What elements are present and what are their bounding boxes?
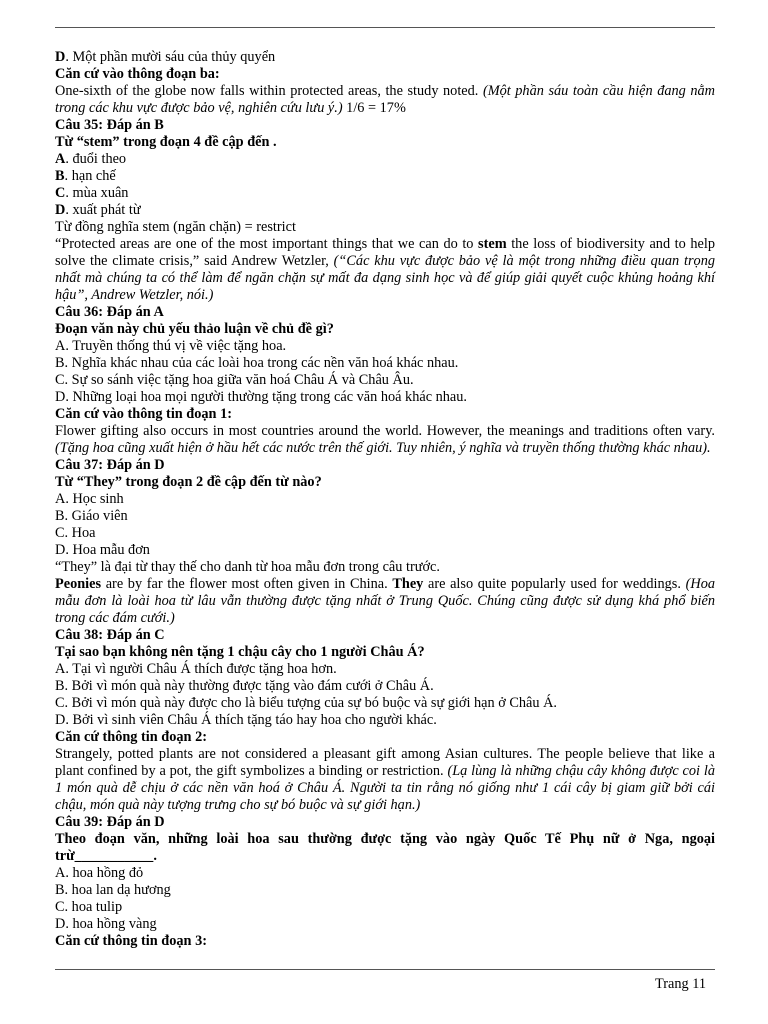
bold-text: C: [55, 185, 66, 201]
bold-text: B: [55, 168, 65, 184]
text-segment: A. Tại vì người Châu Á thích được tặng hoa hơn.: [55, 661, 337, 677]
text-line: [55, 882, 715, 899]
bold-text: Câu 38: Đáp án C: [55, 627, 165, 643]
paragraph: [55, 423, 715, 457]
bold-text: Căn cứ vào thông tin đoạn 1:: [55, 406, 232, 422]
text-segment: D. Những loại hoa mọi người thường tặng trong các văn hoá khác nhau.: [55, 389, 467, 405]
bold-text: Căn cứ thông tin đoạn 3:: [55, 933, 207, 949]
text-line: [55, 525, 715, 542]
text-line: [55, 814, 715, 831]
text-line: [55, 372, 715, 389]
text-line: [55, 678, 715, 695]
text-segment: . đuổi theo: [65, 151, 127, 167]
bold-text: Căn cứ vào thông đoạn ba:: [55, 66, 220, 82]
text-line: [55, 559, 715, 576]
text-line: [55, 321, 715, 338]
page-number: Trang 11: [655, 976, 706, 992]
text-segment: B. Giáo viên: [55, 508, 128, 524]
text-line: [55, 729, 715, 746]
text-line: [55, 304, 715, 321]
text-line: [55, 508, 715, 525]
text-line: [55, 865, 715, 882]
text-segment: A. hoa hồng đỏ: [55, 865, 144, 881]
text-segment: are by far the flower most often given in China.: [101, 576, 393, 592]
bold-text: They: [392, 576, 424, 592]
text-line: [55, 66, 715, 83]
italic-translation: (Tặng hoa cũng xuất hiện ở hầu hết các nước trên thế giới. Tuy nhiên, ý nghĩa và truyền thống thường khác nhau).: [55, 440, 711, 456]
text-line: [55, 899, 715, 916]
text-segment: . Một phần mười sáu của thủy quyển: [65, 49, 276, 65]
text-segment: are also quite popularly used for weddings.: [423, 576, 686, 592]
text-segment: Từ đồng nghĩa stem (ngăn chặn) = restrict: [55, 219, 296, 235]
text-line: [55, 916, 715, 933]
paragraph: [55, 576, 715, 627]
text-segment: 1/6 = 17%: [342, 100, 406, 116]
text-segment: B. Bởi vì món quà này thường được tặng vào đám cưới ở Châu Á.: [55, 678, 434, 694]
text-segment: . mùa xuân: [65, 185, 129, 201]
bold-text: D: [55, 202, 66, 218]
text-line: [55, 695, 715, 712]
text-segment: C. hoa tulip: [55, 899, 123, 915]
bold-text: Đoạn văn này chủ yếu thảo luận về chủ đề gì?: [55, 321, 334, 337]
text-segment: Strangely, potted plants are not considered a pleasant gift among Asian cultures. The people believe that like a plant confined by a pot, the gift symbolizes a binding or restriction.: [55, 746, 715, 779]
text-segment: One-sixth of the globe now falls within protected areas, the study noted.: [55, 83, 483, 99]
paragraph: [55, 746, 715, 814]
text-segment: Flower gifting also occurs in most countries around the world. However, the meanings and traditions often vary.: [55, 423, 715, 439]
bold-text: Từ “stem” trong đoạn 4 đề cập đến .: [55, 134, 277, 150]
bold-text: Căn cứ thông tin đoạn 2:: [55, 729, 207, 745]
bold-text: Tại sao bạn không nên tặng 1 chậu cây cho 1 người Châu Á?: [55, 644, 425, 660]
text-line: [55, 117, 715, 134]
text-line: [55, 712, 715, 729]
footer-rule: [55, 969, 715, 970]
text-segment: D. Bởi vì sinh viên Châu Á thích tặng táo hay hoa cho người khác.: [55, 712, 437, 728]
paragraph: [55, 236, 715, 304]
text-line: [55, 644, 715, 661]
italic-translation: (Một phần sáu toàn cầu hiện đang nằm trong các khu vực được bảo vệ, nghiên cứu lưu ý.): [55, 83, 715, 116]
text-segment: A. Truyền thống thú vị về việc tặng hoa.: [55, 338, 287, 354]
text-line: [55, 134, 715, 151]
text-line: [55, 542, 715, 559]
bold-text: Câu 35: Đáp án B: [55, 117, 164, 133]
text-segment: A. Học sinh: [55, 491, 124, 507]
text-segment: B. Nghĩa khác nhau của các loài hoa trong các nền văn hoá khác nhau.: [55, 355, 459, 371]
paragraph: [55, 83, 715, 117]
text-segment: C. Sự so sánh việc tặng hoa giữa văn hoá Châu Á và Châu Âu.: [55, 372, 414, 388]
text-segment: . xuất phát từ: [65, 202, 141, 218]
text-segment: C. Bởi vì món quà này được cho là biểu tượng của sự bó buộc và sự giới hạn ở Châu Á.: [55, 695, 557, 711]
text-line: [55, 933, 715, 950]
italic-translation: (“Các khu vực được bảo vệ là một trong những điều quan trọng nhất mà chúng ta có thể làm để ngăn chặn sự mất đa dạng sinh học và để giúp giải quyết cuộc khủng hoảng khí hậu”, Andrew Wetzler, nói.): [55, 253, 716, 303]
paragraph: [55, 831, 715, 865]
bold-text: Câu 37: Đáp án D: [55, 457, 165, 473]
bold-text: Câu 39: Đáp án D: [55, 814, 165, 830]
text-line: [55, 474, 715, 491]
text-line: [55, 151, 715, 168]
text-line: [55, 627, 715, 644]
text-segment: D. Hoa mẫu đơn: [55, 542, 150, 558]
text-segment: C. Hoa: [55, 525, 96, 541]
bold-text: Peonies: [55, 576, 102, 592]
text-line: [55, 406, 715, 423]
text-line: [55, 219, 715, 236]
text-segment: “They” là đại từ thay thế cho danh từ hoa mẫu đơn trong câu trước.: [55, 559, 440, 575]
text-line: [55, 457, 715, 474]
bold-text: Theo đoạn văn, những loài hoa sau thường được tặng vào ngày Quốc Tế Phụ nữ ở Nga, ngoại trừ___________.: [55, 831, 715, 864]
text-line: [55, 338, 715, 355]
bold-text: A: [55, 151, 66, 167]
italic-translation: (Lạ lùng là những chậu cây không được coi là 1 món quà dễ chịu ở các nền văn hoá ở Châu Á. Người ta tin rằng nó giống như 1 cái cây bị giam giữ bởi cái chậu, món quà này tượng trưng cho sự bó buộc và sự giới hạn.): [55, 763, 715, 813]
italic-translation: (Hoa mẫu đơn là loài hoa từ lâu vẫn thường được tặng nhất ở Trung Quốc. Chúng cũng được sử dụng khá phổ biến trong các đám cưới.): [55, 576, 715, 626]
bold-text: stem: [478, 236, 507, 252]
bold-text: Từ “They” trong đoạn 2 đề cập đến từ nào?: [55, 474, 322, 490]
text-line: [55, 168, 715, 185]
text-segment: D. hoa hồng vàng: [55, 916, 157, 932]
text-segment: the loss of biodiversity and to help solve the climate crisis,” said Andrew Wetzler,: [55, 236, 715, 269]
text-line: [55, 661, 715, 678]
bold-text: Câu 36: Đáp án A: [55, 304, 164, 320]
document-body: [55, 49, 715, 950]
text-line: [55, 185, 715, 202]
text-line: [55, 49, 715, 66]
text-segment: B. hoa lan dạ hương: [55, 882, 171, 898]
text-line: [55, 202, 715, 219]
text-line: [55, 491, 715, 508]
text-line: [55, 389, 715, 406]
text-line: [55, 355, 715, 372]
header-rule: [55, 27, 715, 28]
text-segment: . hạn chế: [64, 168, 116, 184]
bold-text: D: [55, 49, 66, 65]
text-segment: “Protected areas are one of the most important things that we can do to: [55, 236, 479, 252]
